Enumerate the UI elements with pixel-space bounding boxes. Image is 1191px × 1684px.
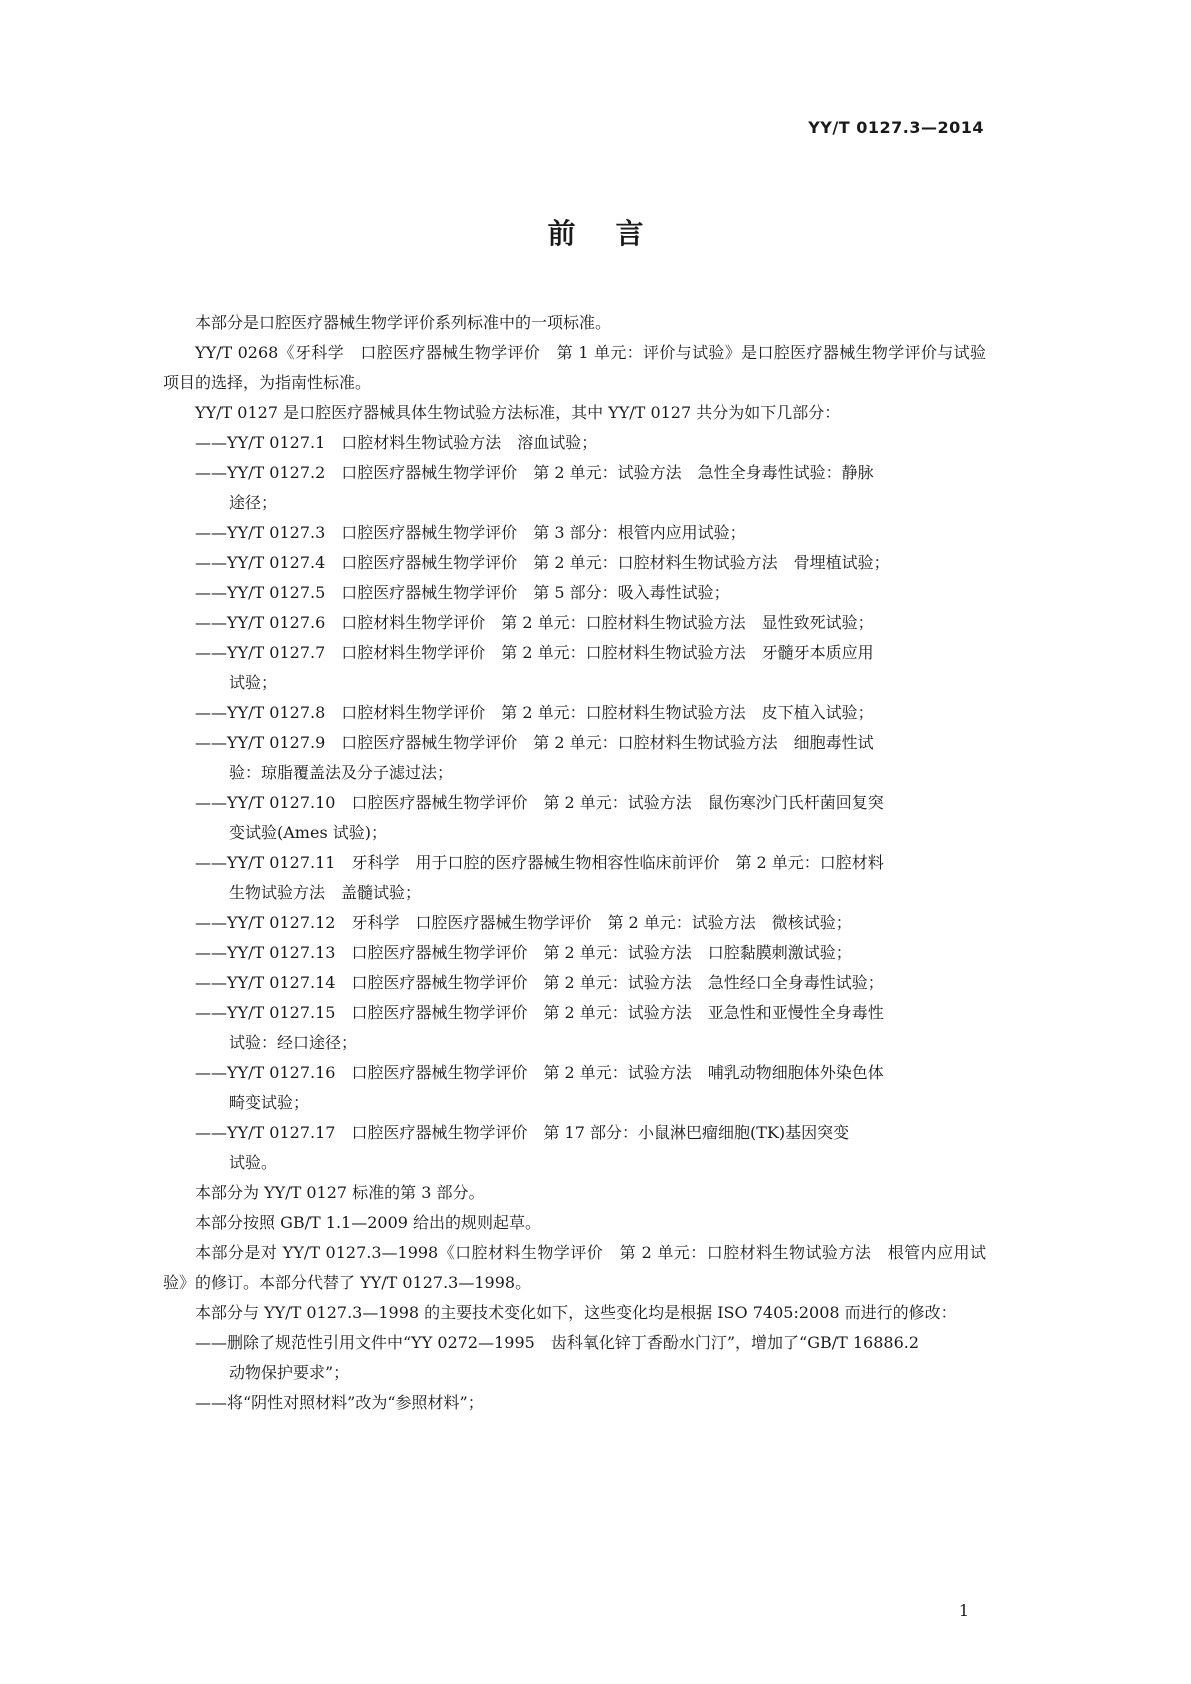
paragraph: YY/T 0268《牙科学 口腔医疗器械生物学评价 第 1 单元：评价与试验》是口腔医疗器械生物学评价与试验项目的选择，为指南性标准。 [163,343,986,392]
paragraph: 本部分是口腔医疗器械生物学评价系列标准中的一项标准。 [195,313,612,332]
list-item: ——YY/T 0127.12 牙科学 口腔医疗器械生物学评价 第 2 单元：试验方法 微核试验； [195,913,852,932]
list-item: ——YY/T 0127.5 口腔医疗器械生物学评价 第 5 部分：吸入毒性试验； [195,583,730,602]
parts-list [163,428,986,1178]
list-item: ——YY/T 0127.4 口腔医疗器械生物学评价 第 2 单元：口腔材料生物试验方法 骨埋植试验； [195,553,890,572]
paragraph: 本部分为 YY/T 0127 标准的第 3 部分。 [195,1183,485,1202]
standard-code: YY/T 0127.3—2014 [808,118,984,137]
list-item: ——YY/T 0127.7 口腔材料生物学评价 第 2 单元：口腔材料生物试验方法 牙髓牙本质应用 试验； [195,643,874,692]
changes-list [163,1328,986,1418]
list-item: ——将“阴性对照材料”改为“参照材料”； [195,1393,484,1412]
list-item: ——YY/T 0127.11 牙科学 用于口腔的医疗器械生物相容性临床前评价 第 2 单元：口腔材料 生物试验方法 盖髓试验； [195,853,884,902]
paragraph: YY/T 0127 是口腔医疗器械具体生物试验方法标准，其中 YY/T 0127 共分为如下几部分： [195,403,841,422]
list-item: ——YY/T 0127.6 口腔材料生物学评价 第 2 单元：口腔材料生物试验方法 显性致死试验； [195,613,874,632]
list-item: ——YY/T 0127.15 口腔医疗器械生物学评价 第 2 单元：试验方法 亚急性和亚慢性全身毒性 试验：经口途径； [195,1003,884,1052]
list-item: ——YY/T 0127.13 口腔医疗器械生物学评价 第 2 单元：试验方法 口腔黏膜刺激试验； [195,943,852,962]
document-body [163,308,986,1418]
list-item: ——YY/T 0127.9 口腔医疗器械生物学评价 第 2 单元：口腔材料生物试验方法 细胞毒性试 验：琼脂覆盖法及分子滤过法； [195,733,874,782]
page-title: 前言 [547,217,684,250]
paragraph: 本部分是对 YY/T 0127.3—1998《口腔材料生物学评价 第 2 单元：口腔材料生物试验方法 根管内应用试验》的修订。本部分代替了 YY/T 0127.3—1998。 [163,1243,986,1292]
list-item: ——YY/T 0127.16 口腔医疗器械生物学评价 第 2 单元：试验方法 哺乳动物细胞体外染色体 畸变试验； [195,1063,884,1112]
list-item: ——YY/T 0127.1 口腔材料生物试验方法 溶血试验； [195,433,598,452]
list-item: ——删除了规范性引用文件中“YY 0272—1995 齿科氧化锌丁香酚水门汀”，增加了“GB/T 16886.2 动物保护要求”； [195,1333,920,1382]
list-item: ——YY/T 0127.14 口腔医疗器械生物学评价 第 2 单元：试验方法 急性经口全身毒性试验； [195,973,884,992]
page-number: 1 [958,1601,969,1620]
paragraph: 本部分与 YY/T 0127.3—1998 的主要技术变化如下，这些变化均是根据 ISO 7405:2008 而进行的修改： [195,1303,957,1322]
list-item: ——YY/T 0127.2 口腔医疗器械生物学评价 第 2 单元：试验方法 急性全身毒性试验：静脉 途径； [195,463,874,512]
list-item: ——YY/T 0127.17 口腔医疗器械生物学评价 第 17 部分：小鼠淋巴瘤细胞(TK)基因突变 试验。 [195,1123,850,1172]
list-item: ——YY/T 0127.8 口腔材料生物学评价 第 2 单元：口腔材料生物试验方法 皮下植入试验； [195,703,874,722]
list-item: ——YY/T 0127.3 口腔医疗器械生物学评价 第 3 部分：根管内应用试验； [195,523,746,542]
list-item: ——YY/T 0127.10 口腔医疗器械生物学评价 第 2 单元：试验方法 鼠伤寒沙门氏杆菌回复突 变试验(Ames 试验)； [195,793,884,842]
paragraph: 本部分按照 GB/T 1.1—2009 给出的规则起草。 [195,1213,542,1232]
